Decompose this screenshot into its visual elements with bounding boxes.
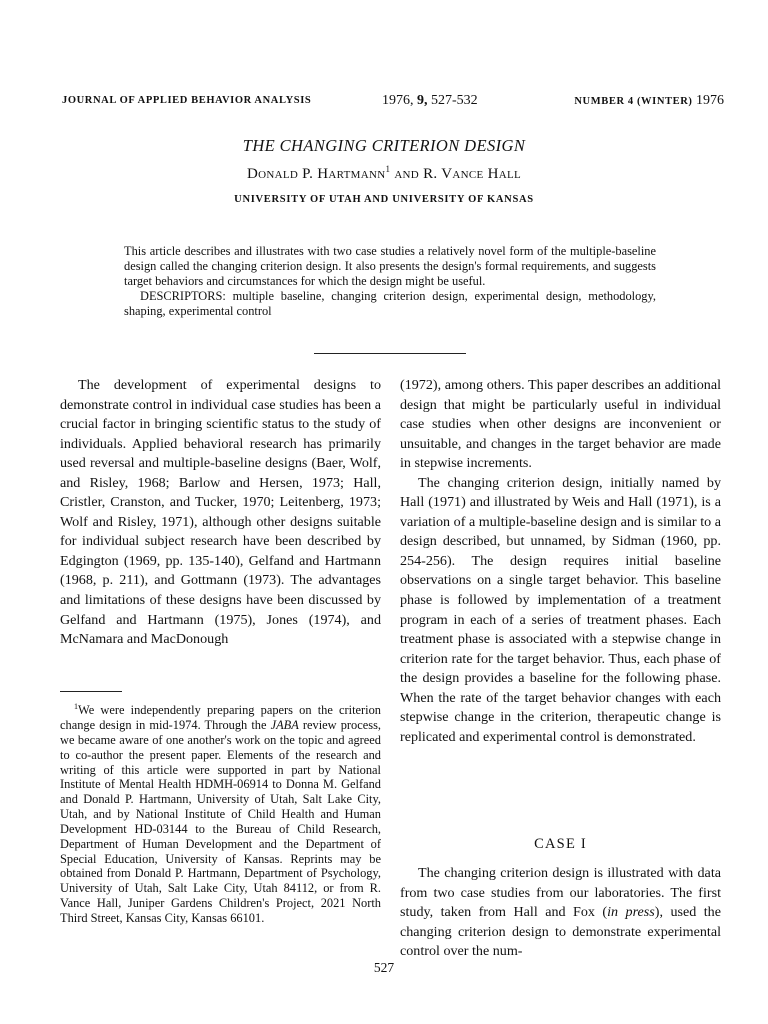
descriptors: DESCRIPTORS: multiple baseline, changing criterion design, experimental design, methodology, shaping, experimental control xyxy=(124,288,656,318)
issue-info xyxy=(574,93,724,109)
case-1-text xyxy=(400,864,721,962)
citation-year: 1976, xyxy=(382,93,414,108)
footnote-text-2: review process, we became aware of one another's work on the topic and agreed to co-author the present paper. Elements of the research and writing of this article were supported in part by National Institute of Mental Health HDMH-06914 to Donna M. Gelfand and Donald P. Hartmann, University of Utah, Salt Lake City, Utah, and by National Institute of Child Health and Human Development HD-03144 to the Bureau of Child Research, Department of Human Development and the Department of Special Education, University of Kansas. Reprints may be obtained from Donald P. Hartmann, Department of Psychology, University of Utah, Salt Lake City, Utah 84112, or from R. Vance Hall, Juniper Gardens Children's Project, 2021 North Third Street, Kansas City, Kansas 66101. xyxy=(60,717,381,925)
page-number: 527 xyxy=(373,960,395,975)
citation-pages: 527-532 xyxy=(431,93,478,108)
footnote xyxy=(60,700,381,926)
citation-volume: 9, xyxy=(417,93,428,108)
author-hartmann: Donald P. Hartmann xyxy=(247,166,386,182)
body-left-column xyxy=(60,376,381,650)
journal-name: JOURNAL OF APPLIED BEHAVIOR ANALYSIS xyxy=(62,95,312,106)
footnote-text-1: We were independently preparing papers on the criterion change design in mid-1974. Through the xyxy=(60,703,381,732)
running-header xyxy=(62,95,724,113)
issue-label: NUMBER 4 (WINTER) xyxy=(574,96,693,107)
authors-conjunction: and xyxy=(390,166,424,182)
continued-paragraph: (1972), among others. This paper describes an additional design that might be particularly useful in individual case studies when other designs are inconvenient or unsuitable, and changes in the target behavior are made in stepwise increments. xyxy=(400,377,721,472)
footnote-marker: 1 xyxy=(385,164,391,174)
section-divider xyxy=(314,353,466,354)
footnote-number: 1 xyxy=(74,702,78,711)
abstract-text: This article describes and illustrates with two case studies a relatively novel form of the multiple-baseline design called the changing criterion design. It also presents the design's formal requirements, and suggests target behaviors and circumstances for which the design might be useful. xyxy=(124,244,656,288)
author-hall: R. Vance Hall xyxy=(423,166,521,182)
issue-year: 1976 xyxy=(696,93,724,108)
abstract xyxy=(124,244,656,319)
case-text-1: The changing criterion design is illustrated with data from two case studies from our laboratories. The first study, taken from Hall and Fox ( xyxy=(400,865,721,921)
intro-paragraph: The development of experimental designs to demonstrate control in individual case studies has been a crucial factor in bringing scientific status to the study of individuals. Applied behavioral research has primarily used reversal and multiple-baseline designs (Baer, Wolf, and Risley, 1968; Barlow and Hersen, 1973; Hall, Cristler, Cranston, and Tucker, 1970; Leitenberg, 1973; Wolf and Risley, 1971), although other designs suitable for individual subject research have been described by Edgington (1969, pp. 135-140), Gelfand and Hartmann (1968, p. 211), and Gottmann (1973). The advantages and limitations of these designs have been discussed by Gelfand and Hartmann (1975), Jones (1974), and McNamara and MacDonough xyxy=(60,377,381,648)
footnote-journal-abbrev: JABA xyxy=(270,717,299,732)
article-title: THE CHANGING CRITERION DESIGN xyxy=(242,136,526,155)
footnote-divider xyxy=(60,691,122,692)
citation xyxy=(382,93,478,109)
authors xyxy=(0,164,768,183)
design-paragraph: The changing criterion design, initially named by Hall (1971) and illustrated by Weis and Hall (1971), is a variation of a multiple-baseline design and is similar to a design described, but unnamed, by Sidman (1960, pp. 254-256). The design requires initial baseline observations on a single target behavior. This baseline phase is followed by implementation of a treatment program in each of a series of treatment phases. Each treatment phase is associated with a stepwise change in criterion rate for the target behavior. Thus, each phase of the design provides a baseline for the following phase. When the rate of the target behavior changes with each stepwise change in the criterion, therapeutic change is replicated and experimental control is demonstrated. xyxy=(400,474,721,745)
section-heading-case-1: CASE I xyxy=(534,836,587,852)
case-text-2: ), used the changing criterion design to demonstrate experimental control over the num- xyxy=(400,904,721,960)
affiliation: UNIVERSITY OF UTAH AND UNIVERSITY OF KANSAS xyxy=(234,194,534,205)
body-right-column xyxy=(400,376,721,747)
case-text-in-press: in press xyxy=(607,904,655,921)
